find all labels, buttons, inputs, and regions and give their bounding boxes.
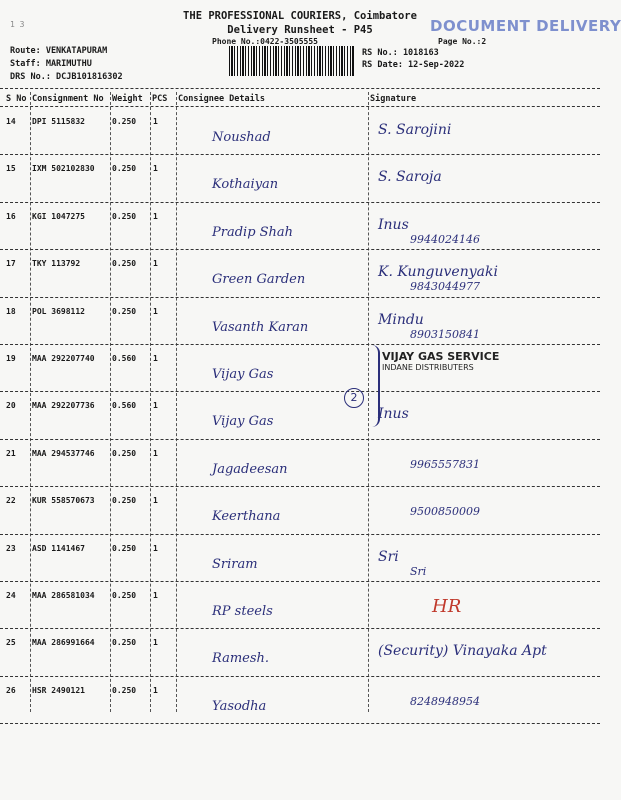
row-consignee-name: Sriram xyxy=(212,556,258,572)
row-consignment-no: POL 3698112 xyxy=(32,306,85,316)
row-pcs: 1 xyxy=(153,448,158,458)
row-consignee-name: Vasanth Karan xyxy=(212,319,309,335)
row-signature: S. Sarojini xyxy=(378,122,452,138)
row-signature: S. Saroja xyxy=(378,169,442,186)
phone-number: Phone No.:0422-3505555 xyxy=(212,37,318,46)
row-consignment-no: ASD 1141467 xyxy=(32,543,85,553)
row-signature-phone: 9965557831 xyxy=(410,457,480,471)
drs-number: DRS No.: DCJB101816302 xyxy=(10,72,123,82)
row-consignment-no: HSR 2490121 xyxy=(32,685,85,695)
route-label: Route: VENKATAPURAM xyxy=(10,46,108,56)
row-pcs: 1 xyxy=(153,164,158,174)
row-consignee-name: Green Garden xyxy=(212,272,306,288)
col-header-sno: S No xyxy=(6,94,27,104)
row-pcs: 1 xyxy=(153,117,158,126)
row-weight: 0.250 xyxy=(112,591,137,600)
table-row xyxy=(0,345,600,393)
col-header-weight: Weight xyxy=(112,94,143,104)
row-signature-phone: 9500850009 xyxy=(410,505,480,519)
row-weight: 0.250 xyxy=(112,685,137,695)
row-signature-phone: 9944024146 xyxy=(410,232,480,246)
row-sno: 17 xyxy=(6,259,16,269)
row-weight: 0.250 xyxy=(112,164,137,174)
row-pcs: 1 xyxy=(153,496,158,506)
col-header-signature: Signature xyxy=(370,94,417,104)
row-weight: 0.560 xyxy=(112,401,137,411)
row-sno: 26 xyxy=(6,685,16,695)
row-signature-phone: 9843044977 xyxy=(410,280,480,294)
row-sno: 20 xyxy=(6,401,16,411)
row-consignee-name: Keerthana xyxy=(212,509,281,525)
row-sno: 18 xyxy=(6,306,16,316)
staff-label: Staff: MARIMUTHU xyxy=(10,59,92,69)
row-weight: 0.250 xyxy=(112,259,137,269)
row-consignment-no: MAA 286991664 xyxy=(32,638,95,648)
row-consignee-name: Yasodha xyxy=(212,698,267,714)
row-consignment-no: KGI 1047275 xyxy=(32,211,85,221)
row-sno: 14 xyxy=(6,117,16,126)
row-sno: 16 xyxy=(6,211,16,221)
row-consignee-name: Noushad xyxy=(212,130,271,145)
row-sno: 25 xyxy=(6,638,16,648)
col-header-pcs: PCS xyxy=(152,94,168,104)
row-pcs: 1 xyxy=(153,259,158,269)
row-consignment-no: MAA 292207736 xyxy=(32,401,95,411)
table-row xyxy=(0,203,600,251)
table-row xyxy=(0,487,600,535)
row-weight: 0.560 xyxy=(112,354,137,363)
row-consignee-name: Vijay Gas xyxy=(212,367,274,382)
table-row xyxy=(0,440,600,488)
row-signature: Inus xyxy=(378,406,409,423)
row-consignment-no: IXM 502102830 xyxy=(32,164,95,174)
row-pcs: 1 xyxy=(153,543,158,553)
row-weight: 0.250 xyxy=(112,496,137,506)
row-weight: 0.250 xyxy=(112,448,137,458)
row-consignee-name: Jagadeesan xyxy=(212,461,288,477)
row-sno: 24 xyxy=(6,591,16,600)
row-sno: 21 xyxy=(6,448,16,458)
stamp-line-2: INDANE DISTRIBUTERS xyxy=(382,363,474,372)
row-signature: (Security) Vinayaka Apt xyxy=(378,643,547,660)
row-consignee-name: Pradip Shah xyxy=(212,224,294,240)
row-consignee-name: RP steels xyxy=(212,604,273,619)
corner-marks: 1 3 xyxy=(10,20,25,29)
header-bottom-rule xyxy=(0,106,600,107)
vijay-gas-stamp xyxy=(382,350,499,372)
runsheet-subtitle: Delivery Runsheet - P45 xyxy=(227,24,373,36)
runsheet-title: THE PROFESSIONAL COURIERS, Coimbatore xyxy=(183,10,417,22)
row-signature: HR xyxy=(432,596,462,617)
row-pcs: 1 xyxy=(153,685,158,695)
barcode-image xyxy=(229,46,354,76)
col-header-consignment: Consignment No xyxy=(32,94,104,104)
row-pcs: 1 xyxy=(153,306,158,316)
row-sno: 22 xyxy=(6,496,16,506)
header-top-rule xyxy=(0,88,600,89)
table-row xyxy=(0,629,600,677)
document-delivery-stamp: DOCUMENT DELIVERY xyxy=(430,17,621,35)
row-sno: 15 xyxy=(6,164,16,174)
row-consignment-no: MAA 286581034 xyxy=(32,591,95,600)
row-signature: Inus xyxy=(378,216,409,233)
row-sno: 23 xyxy=(6,543,16,553)
row-sno: 19 xyxy=(6,354,16,363)
rs-date: RS Date: 12-Sep-2022 xyxy=(362,60,465,70)
table-row xyxy=(0,250,600,298)
row-consignee-name: Kothaiyan xyxy=(212,177,279,193)
row-consignment-no: MAA 292207740 xyxy=(32,354,95,363)
table-row xyxy=(0,582,600,630)
table-row xyxy=(0,155,600,203)
row-weight: 0.250 xyxy=(112,638,137,648)
row-signature-phone: Sri xyxy=(410,564,427,578)
table-row xyxy=(0,298,600,346)
stamp-line-1: VIJAY GAS SERVICE xyxy=(382,350,500,363)
col-header-consignee: Consignee Details xyxy=(178,94,265,104)
row-pcs: 1 xyxy=(153,591,158,600)
row-divider xyxy=(0,723,600,724)
table-row xyxy=(0,392,600,440)
row-pcs: 1 xyxy=(153,401,158,411)
table-row xyxy=(0,108,600,156)
row-consignment-no: TKY 113792 xyxy=(32,259,81,269)
bracket-count: 2 xyxy=(344,388,364,408)
row-consignment-no: MAA 294537746 xyxy=(32,448,95,458)
row-consignment-no: KUR 558570673 xyxy=(32,496,95,506)
row-signature-phone: 8903150841 xyxy=(410,327,480,341)
row-signature-phone: 8248948954 xyxy=(410,694,480,708)
row-consignee-name: Ramesh. xyxy=(212,651,270,667)
row-consignment-no: DPI 5115832 xyxy=(32,117,85,126)
row-signature: K. Kunguvenyaki xyxy=(378,264,498,281)
row-weight: 0.250 xyxy=(112,543,137,553)
table-row xyxy=(0,677,600,725)
row-pcs: 1 xyxy=(153,354,158,363)
row-signature: Sri xyxy=(378,548,399,565)
row-weight: 0.250 xyxy=(112,117,137,126)
row-consignee-name: Vijay Gas xyxy=(212,414,274,430)
rs-number: RS No.: 1018163 xyxy=(362,48,439,58)
grouping-bracket xyxy=(368,345,380,427)
row-signature: Mindu xyxy=(378,311,424,328)
row-pcs: 1 xyxy=(153,638,158,648)
page-number: Page No.:2 xyxy=(438,37,487,46)
row-weight: 0.250 xyxy=(112,211,137,221)
row-pcs: 1 xyxy=(153,211,158,221)
table-row xyxy=(0,535,600,583)
row-weight: 0.250 xyxy=(112,306,137,316)
